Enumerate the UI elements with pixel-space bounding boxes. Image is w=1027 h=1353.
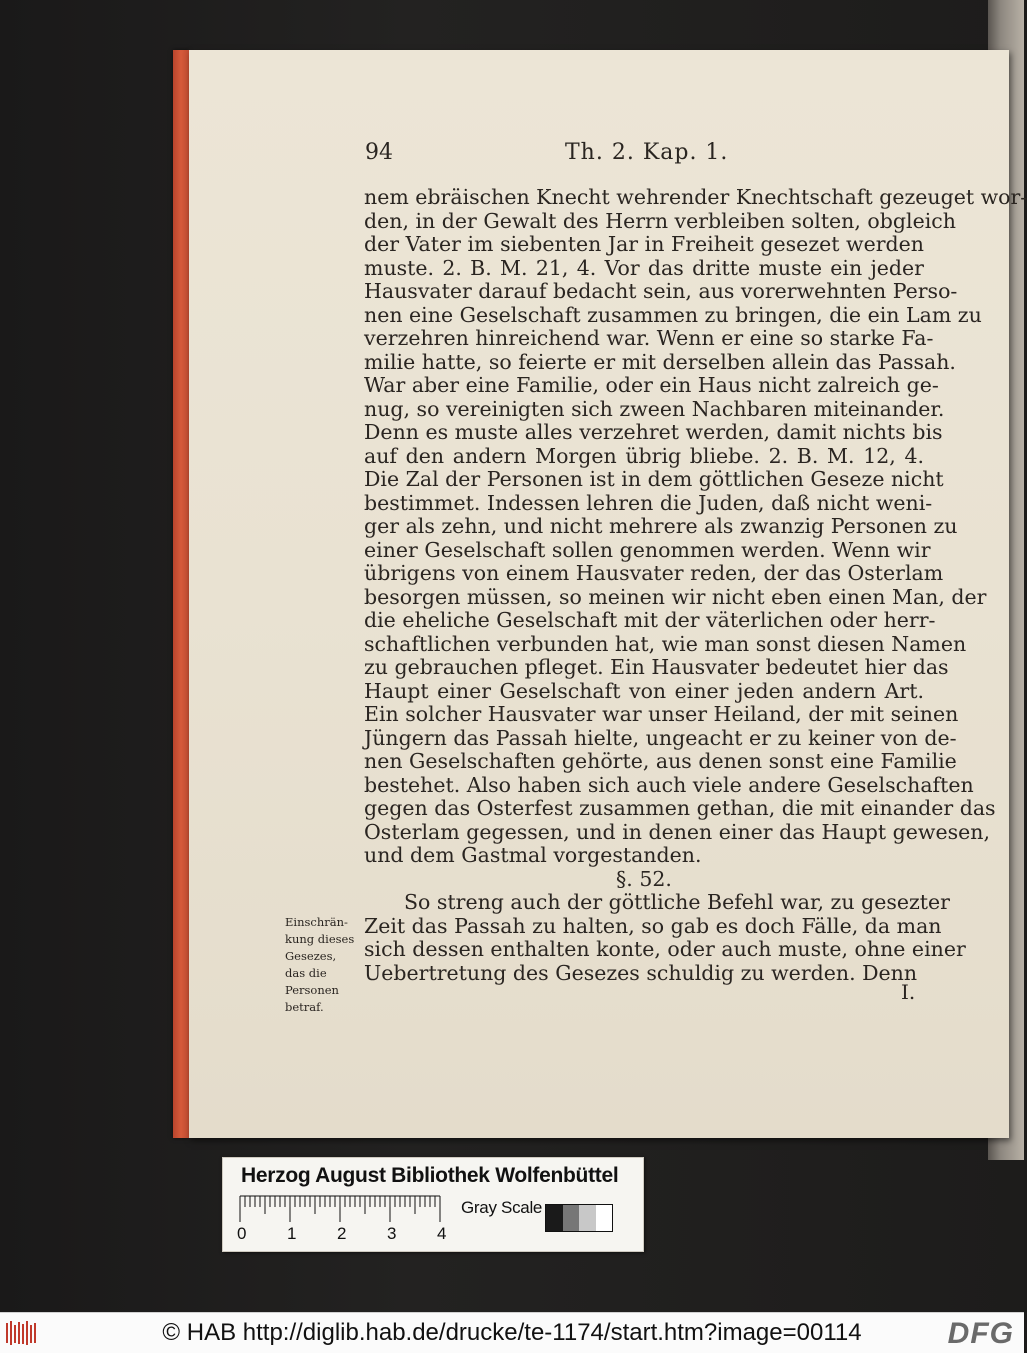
text-line: einer Geselschaft sollen genommen werden. Wenn wir xyxy=(364,537,931,562)
text-line: bestimmet. Indessen lehren die Juden, daß nicht weni- xyxy=(364,490,933,515)
red-page-edge xyxy=(173,50,189,1138)
text-line: Ein solcher Hausvater war unser Heiland, der mit seinen xyxy=(364,702,959,726)
gray-patch xyxy=(546,1205,563,1231)
margin-note-line: Einschrän- xyxy=(285,915,348,929)
body-text xyxy=(364,185,1027,985)
footer-bar xyxy=(0,1312,1024,1353)
copyright-link[interactable]: © HAB http://diglib.hab.de/drucke/te-1174/start.htm?image=00114 xyxy=(162,1319,862,1346)
text-line: nem ebräischen Knecht wehrender Knechtschaft gezeuget wor- xyxy=(364,185,1027,209)
gray-patch xyxy=(563,1205,580,1231)
text-line: den, in der Gewalt des Herrn verbleiben solten, obgleich xyxy=(364,208,956,233)
book-page xyxy=(189,50,1027,1138)
dfg-logo: DFG xyxy=(947,1317,1014,1350)
text-line: bestehet. Also haben sich auch viele andere Geselschaften xyxy=(364,772,974,797)
text-line: zu gebrauchen pfleget. Ein Hausvater bedeutet hier das xyxy=(364,655,949,679)
text-line: muste. 2. B. M. 21, 4. Vor das dritte muste ein jeder xyxy=(364,255,924,280)
gray-scale-label: Gray Scale xyxy=(461,1198,543,1217)
margin-note-line: das die xyxy=(285,966,327,980)
text-line: besorgen müssen, so meinen wir nicht eben einen Man, der xyxy=(364,584,987,609)
text-line: der Vater im siebenten Jar in Freiheit gesezet werden xyxy=(364,232,924,256)
text-line: War aber eine Familie, oder ein Haus nicht zalreich ge- xyxy=(364,373,939,397)
text-line: Denn es muste alles verzehret werden, damit nichts bis xyxy=(364,420,943,444)
text-line: Hausvater darauf bedacht sein, aus vorerwehnten Perso- xyxy=(364,279,958,303)
running-head: Th. 2. Kap. 1. xyxy=(565,140,729,165)
scale-number: 4 xyxy=(437,1224,447,1243)
text-line: ger als zehn, und nicht mehrere als zwanzig Personen zu xyxy=(364,514,958,538)
gray-scale-patches xyxy=(545,1204,613,1232)
text-line: Haupt einer Geselschaft von einer jeden andern Art. xyxy=(364,678,924,703)
text-line: milie hatte, so feierte er mit derselben allein das Passah. xyxy=(364,349,956,374)
text-line: nen eine Geselschaft zusammen zu bringen, die ein Lam zu xyxy=(364,302,982,327)
text-line: auf den andern Morgen übrig bliebe. 2. B. M. 12, 4. xyxy=(364,443,924,468)
text-line: verzehren hinreichend war. Wenn er eine so starke Fa- xyxy=(364,326,934,350)
text-line: Osterlam gegessen, und in denen einer das Haupt gewesen, xyxy=(364,819,990,844)
text-line: gegen das Osterfest zusammen gethan, die mit einander das xyxy=(364,796,996,820)
margin-note-line: Personen xyxy=(285,983,339,997)
gray-patch xyxy=(579,1205,596,1231)
ruler-title: Herzog August Bibliothek Wolfenbüttel xyxy=(241,1164,619,1187)
page-number: 94 xyxy=(365,140,393,165)
margin-note-line: Gesezes, xyxy=(285,949,337,963)
text-line: So streng auch der göttliche Befehl war, zu gesezter xyxy=(404,890,950,914)
scale-number: 1 xyxy=(287,1224,297,1243)
text-line: schaftlichen verbunden hat, wie man sonst diesen Namen xyxy=(364,631,967,656)
text-line: die eheliche Geselschaft mit der väterlichen oder herr- xyxy=(364,608,936,632)
text-line: Jüngern das Passah hielte, ungeacht er zu keiner von de- xyxy=(364,725,957,750)
color-scale-ruler xyxy=(222,1157,644,1252)
text-line: übrigens von einem Hausvater reden, der das Osterlam xyxy=(364,561,944,585)
text-line: Die Zal der Personen ist in dem göttlichen Geseze nicht xyxy=(364,467,944,491)
text-line: Zeit das Passah zu halten, so gab es doch Fälle, da man xyxy=(364,913,942,938)
scale-number: 0 xyxy=(237,1224,247,1243)
margin-note-line: kung dieses xyxy=(285,932,355,946)
text-line: Uebertretung des Gesezes schuldig zu werden. Denn xyxy=(364,960,918,985)
gray-patch xyxy=(596,1205,613,1231)
catchword: I. xyxy=(901,980,916,1004)
text-line: sich dessen enthalten konte, oder auch muste, ohne einer xyxy=(364,937,966,961)
ruler-scale xyxy=(237,1194,449,1224)
scale-number: 2 xyxy=(337,1224,347,1243)
text-line: nen Geselschaften gehörte, aus denen sonst eine Familie xyxy=(364,749,957,773)
text-line: und dem Gastmal vorgestanden. xyxy=(364,843,702,867)
text-line: nug, so vereinigten sich zween Nachbaren miteinander. xyxy=(364,396,945,421)
margin-note xyxy=(285,914,365,1016)
scale-number: 3 xyxy=(387,1224,397,1243)
section-mark: §. 52. xyxy=(616,866,672,891)
margin-note-line: betraf. xyxy=(285,1000,324,1014)
